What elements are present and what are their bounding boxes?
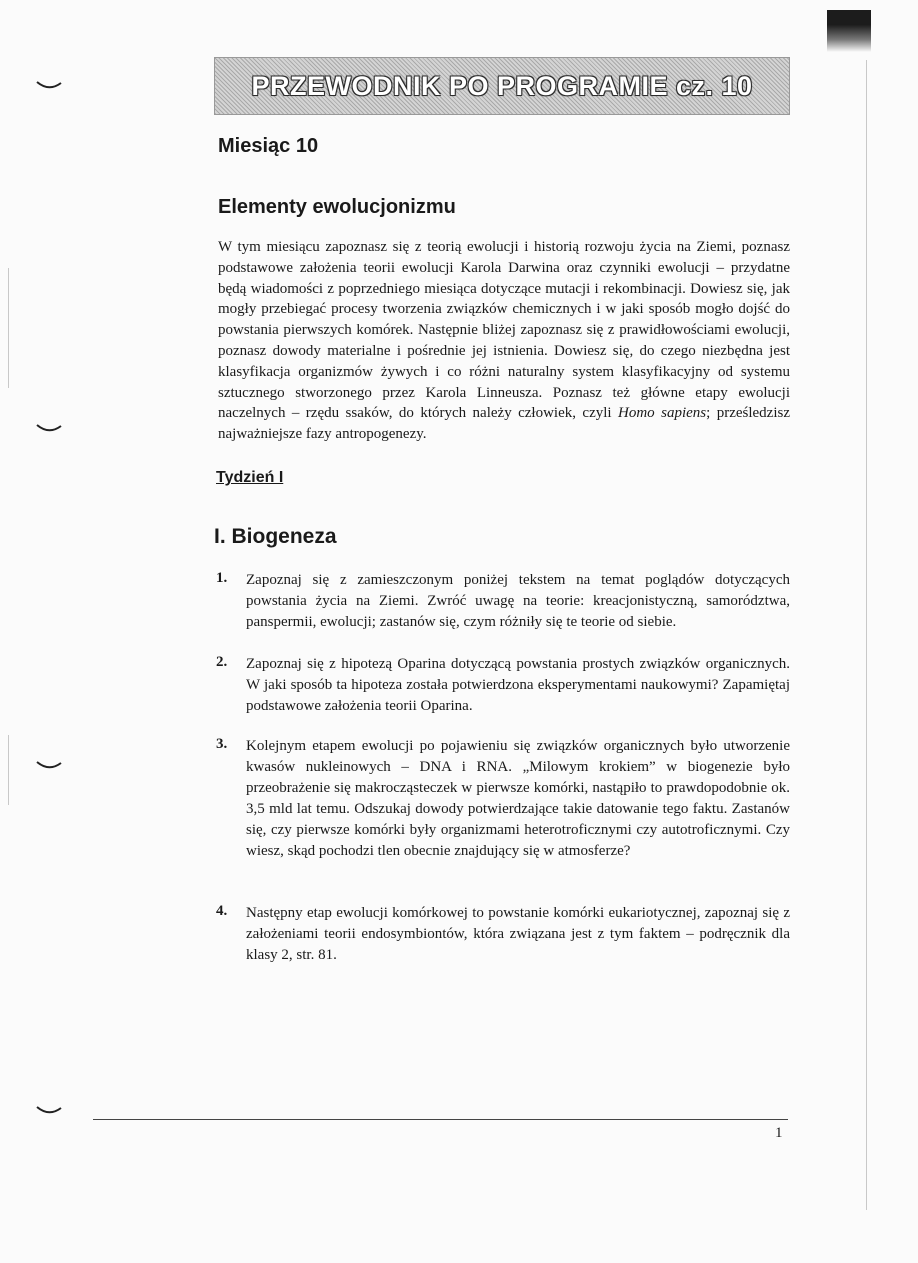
- list-item: [216, 736, 790, 862]
- list-item-text: Następny etap ewolucji komórkowej to powstanie komórki eukariotycznej, zapoznaj się z założeniami teorii endosymbiontów, która związana jest z tym faktem – podręcznik dla klasy 2, str. 81.: [246, 905, 790, 963]
- scan-edge-line: [8, 268, 9, 388]
- scan-corner-mark: [827, 10, 871, 52]
- banner-title: PRZEWODNIK PO PROGRAMIE cz. 10: [251, 70, 753, 101]
- binder-hole-mark: [36, 1105, 62, 1115]
- header-banner: [214, 57, 790, 115]
- list-item: [216, 570, 790, 633]
- scan-edge-line: [8, 735, 9, 805]
- list-item-number: 2.: [216, 654, 228, 670]
- list-item: [216, 903, 790, 966]
- section-heading: I. Biogeneza: [214, 525, 337, 548]
- scan-edge-line: [866, 60, 867, 1210]
- month-heading: Miesiąc 10: [218, 135, 319, 157]
- intro-text: W tym miesiącu zapoznasz się z teorią ewolucji i historią rozwoju życia na Ziemi, poznasz podstawowe założenia teorii ewolucji Karola Darwina oraz czynniki ewolucji – przydatne będą wiadomości z poprzedniego miesiąca dotyczące mutacji i rekombinacji. Dowiesz się, jak mogły przebiegać procesy tworzenia związków chemicznych i w jaki sposób mogło dojść do powstania pierwszych komórek. Następnie bliżej zapoznasz się z prawidłowościami ewolucji, poznasz dowody materialne i pośrednie jej istnienia. Dowiesz się, do czego niezbędna jest klasyfikacja organizmów żywych i co różni naturalny system klasyfikacyjny od systemu sztucznego stworzonego przez Karola Linneusza. Poznasz też główne etapy ewolucji naczelnych – rzędu ssaków, do których należy człowiek, czyli: [218, 239, 790, 422]
- list-item-text: Zapoznaj się z zamieszczonym poniżej tekstem na temat poglądów dotyczących powstania życia na Ziemi. Zwróć uwagę na teorie: kreacjonistyczną, samorództwa, panspermii, ewolucji; zastanów się, czym różniły się te teorie od siebie.: [246, 572, 790, 630]
- intro-text-end: ; prześledzisz najważniejsze fazy antropogenezy.: [218, 405, 790, 443]
- topic-heading: Elementy ewolucjonizmu: [218, 196, 456, 218]
- list-item: [216, 654, 790, 717]
- footer-divider: [93, 1119, 788, 1120]
- intro-italic-term: Homo sapiens: [618, 405, 707, 422]
- list-item-number: 3.: [216, 736, 228, 752]
- binder-hole-mark: [36, 760, 62, 770]
- list-item-text: Zapoznaj się z hipotezą Oparina dotyczącą powstania prostych związków organicznych. W jaki sposób ta hipoteza została potwierdzona eksperymentami naukowymi? Zapamiętaj podstawowe założenia teorii Oparina.: [246, 656, 790, 714]
- binder-hole-mark: [36, 423, 62, 433]
- list-item-number: 1.: [216, 570, 228, 586]
- binder-hole-mark: [36, 80, 62, 90]
- page-number: 1: [775, 1125, 783, 1141]
- week-heading: Tydzień I: [216, 469, 284, 486]
- intro-paragraph: [218, 237, 790, 445]
- list-item-text: Kolejnym etapem ewolucji po pojawieniu się związków organicznych było utworzenie kwasów nukleinowych – DNA i RNA. „Milowym krokiem” w biogenezie było przeobrażenie się makrocząsteczek w pierwsze komórki, nastąpiło to prawdopodobnie ok. 3,5 mld lat temu. Odszukaj dowody potwierdzające takie datowanie tego faktu. Zastanów się, czy pierwsze komórki były organizmami heterotroficznymi czy autotroficznymi. Czy wiesz, skąd pochodzi tlen obecnie znajdujący się w atmosferze?: [246, 738, 790, 859]
- list-item-number: 4.: [216, 903, 228, 919]
